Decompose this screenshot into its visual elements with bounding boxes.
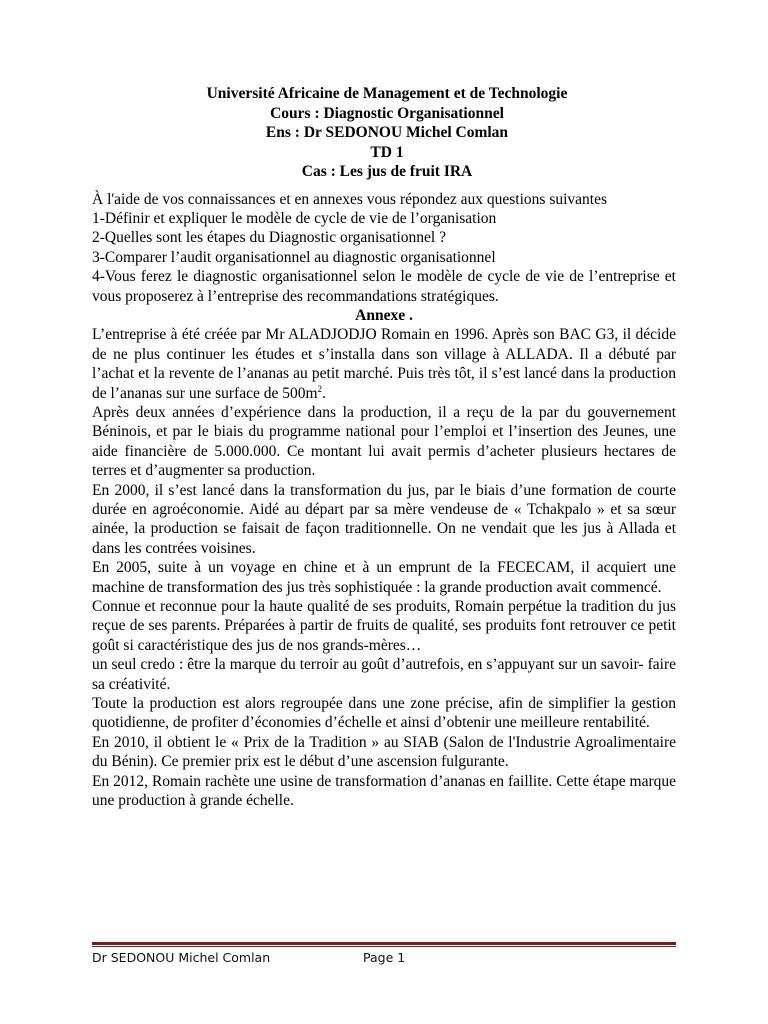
case-title: Cas : Les jus de fruit IRA xyxy=(301,163,473,180)
paragraph-1-text: L’entreprise à été créée par Mr ALADJODJO Romain en 1996. Après son BAC G3, il décide de ne plus continuer les études et s’installa dans son village à ALLADA. Il a débuté par l’achat et la revente de l’ananas au petit marché. Puis très tôt, il s’est lancé dans la production de l’ananas sur une surface de 500m xyxy=(92,326,676,402)
annexe-paragraph-9: En 2012, Romain rachète une usine de transformation d’ananas en faillite. Cette étape marque une production à grande échelle. xyxy=(92,772,676,810)
document-header xyxy=(98,84,676,182)
td-label: TD 1 xyxy=(370,143,404,161)
annexe-paragraph-6: un seul credo : être la marque du terroir au goût d’autrefois, en s’appuyant sur un savoir- faire sa créativité. xyxy=(92,656,676,693)
superscript-2: 2 xyxy=(317,383,323,394)
footer-author: Dr SEDONOU Michel Comlan xyxy=(92,950,271,965)
annexe-paragraph-1 xyxy=(92,325,676,403)
annexe-title: Annexe . xyxy=(355,306,413,324)
document-body xyxy=(92,190,676,811)
page-number: Page 1 xyxy=(363,950,406,965)
question-4: 4-Vous ferez le diagnostic organisationnel selon le modèle de cycle de vie de l’entreprise et vous proposerez à l’entreprise des recommandations stratégiques. xyxy=(92,268,676,305)
document-page xyxy=(92,84,676,811)
university-name: Université Africaine de Management et de Technologie xyxy=(206,85,568,102)
annexe-paragraph-5: Connue et reconnue pour la haute qualité de ses produits, Romain perpétue la tradition du jus reçue de ses parents. Préparées à partir de fruits de qualité, ses produits font retrouver ce petit goût si caractéristique des jus de nos grands-mères… xyxy=(92,598,676,654)
question-2: 2-Quelles sont les étapes du Diagnostic organisationnel ? xyxy=(92,229,446,247)
teacher-name: Ens : Dr SEDONOU Michel Comlan xyxy=(265,124,509,141)
question-1: 1-Définir et expliquer le modèle de cycle de vie de l’organisation xyxy=(92,209,497,227)
annexe-paragraph-2: Après deux années d’expérience dans la production, il a reçu de la par du gouvernement Béninois, et par le biais du programme national pour l’emploi et l’insertion des Jeunes, une aide financière de 5.000.000. Ce montant lui avait permis d’acheter plusieurs hectares de terres et d’augmenter sa production. xyxy=(92,403,676,480)
question-3: 3-Comparer l’audit organisationnel au diagnostic organisationnel xyxy=(92,248,496,266)
annexe-paragraph-4: En 2005, suite à un voyage en chine et à un emprunt de la FECECAM, il acquiert une machine de transformation des jus très sophistiquée : la grande production avait commencé. xyxy=(92,559,676,596)
annexe-paragraph-3: En 2000, il s’est lancé dans la transformation du jus, par le biais d’une formation de courte durée en agroéconomie. Aidé au départ par sa mère vendeuse de « Tchakpalo » et sa sœur ainée, la production se faisait de façon traditionnelle. On ne vendait que les jus à Allada et dans les contrées voisines. xyxy=(92,481,676,557)
course-title: Cours : Diagnostic Organisationnel xyxy=(270,104,504,122)
footer-rule-thick xyxy=(92,942,676,945)
footer-rule-thin xyxy=(92,946,676,947)
paragraph-1-end: . xyxy=(322,384,326,402)
annexe-paragraph-7: Toute la production est alors regroupée dans une zone précise, afin de simplifier la gestion quotidienne, de profiter d’économies d’échelle et ainsi d’obtenir une meilleure rentabilité. xyxy=(92,695,676,732)
annexe-paragraph-8: En 2010, il obtient le « Prix de la Tradition » au SIAB (Salon de l'Industrie Agroalimentaire du Bénin). Ce premier prix est le début d’une ascension fulgurante. xyxy=(92,733,676,771)
intro-text: À l'aide de vos connaissances et en annexes vous répondez aux questions suivantes xyxy=(92,190,608,208)
